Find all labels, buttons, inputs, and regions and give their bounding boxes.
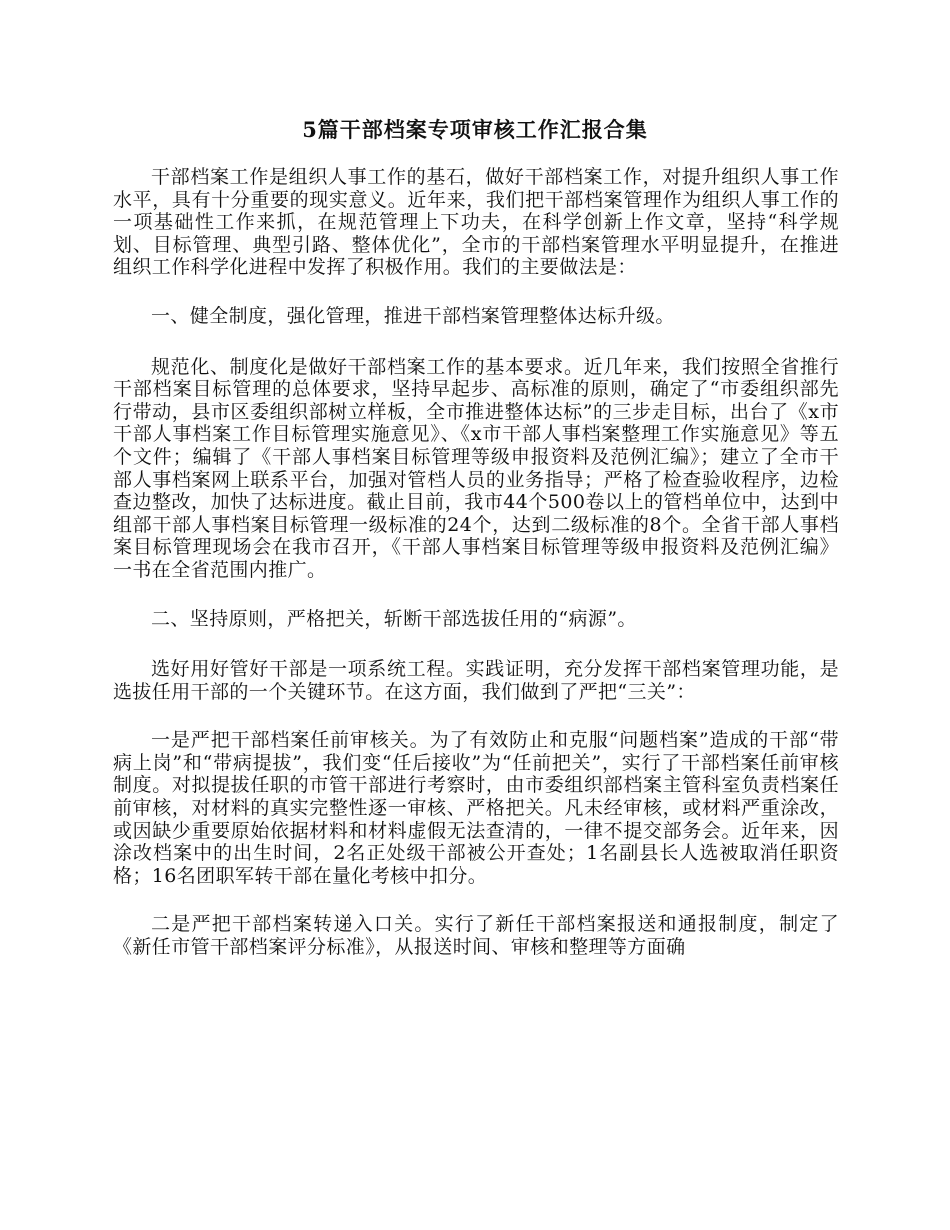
document-title: 5篇干部档案专项审核工作汇报合集 — [302, 117, 648, 142]
document-body — [113, 166, 839, 985]
body-paragraph: 二是严把干部档案转递入口关。实行了新任干部档案报送和通报制度，制定了《新任市管干部档案评分标准》，从报送时间、审核和整理等方面确 — [113, 913, 839, 959]
body-paragraph: 规范化、制度化是做好干部档案工作的基本要求。近几年来，我们按照全省推行干部档案目标管理的总体要求，坚持早起步、高标准的原则，确定了“市委组织部先行带动，县市区委组织部树立样板，全市推进整体达标”的三步走目标，出台了《x市干部人事档案工作目标管理实施意见》、《x市干部人事档案整理工作实施意见》等五个文件；编辑了《干部人事档案目标管理等级申报资料及范例汇编》；建立了全市干部人事档案网上联系平台，加强对管档人员的业务指导；严格了检查验收程序，边检查边整改，加快了达标进度。截止目前，我市44个500卷以上的管档单位中，达到中组部干部人事档案目标管理一级标准的24个，达到二级标准的8个。全省干部人事档案目标管理现场会在我市召开，《干部人事档案目标管理等级申报资料及范例汇编》一书在全省范围内推广。 — [113, 355, 839, 581]
section-heading-1: 一、健全制度，强化管理，推进干部档案管理整体达标升级。 — [151, 304, 675, 327]
body-paragraph: 选好用好管好干部是一项系统工程。实践证明，充分发挥干部档案管理功能，是选拔任用干部的一个关键环节。在这方面，我们做到了严把“三关”： — [113, 658, 839, 703]
section-heading-2: 二、坚持原则，严格把关，斩断干部选拔任用的“病源”。 — [151, 607, 637, 630]
body-paragraph: 一是严把干部档案任前审核关。为了有效防止和克服“问题档案”造成的干部“带病上岗”和“带病提拔”，我们变“任后接收”为“任前把关”，实行了干部档案任前审核制度。对拟提拔任职的市管干部进行考察时，由市委组织部档案主管科室负责档案任前审核，对材料的真实完整性逐一审核、严格把关。凡未经审核，或材料严重涂改，或因缺少重要原始依据材料和材料虚假无法查清的，一律不提交部务会。近年来，因涂改档案中的出生时间，2名正处级干部被公开查处；1名副县长人选被取消任职资格；16名团职军转干部在量化考核中扣分。 — [113, 729, 839, 887]
intro-paragraph: 干部档案工作是组织人事工作的基石，做好干部档案工作，对提升组织人事工作水平，具有十分重要的现实意义。近年来，我们把干部档案管理作为组织人事工作的一项基础性工作来抓，在规范管理上下功夫，在科学创新上作文章，坚持“科学规划、目标管理、典型引路、整体优化”，全市的干部档案管理水平明显提升，在推进组织工作科学化进程中发挥了积极作用。我们的主要做法是： — [113, 166, 839, 279]
